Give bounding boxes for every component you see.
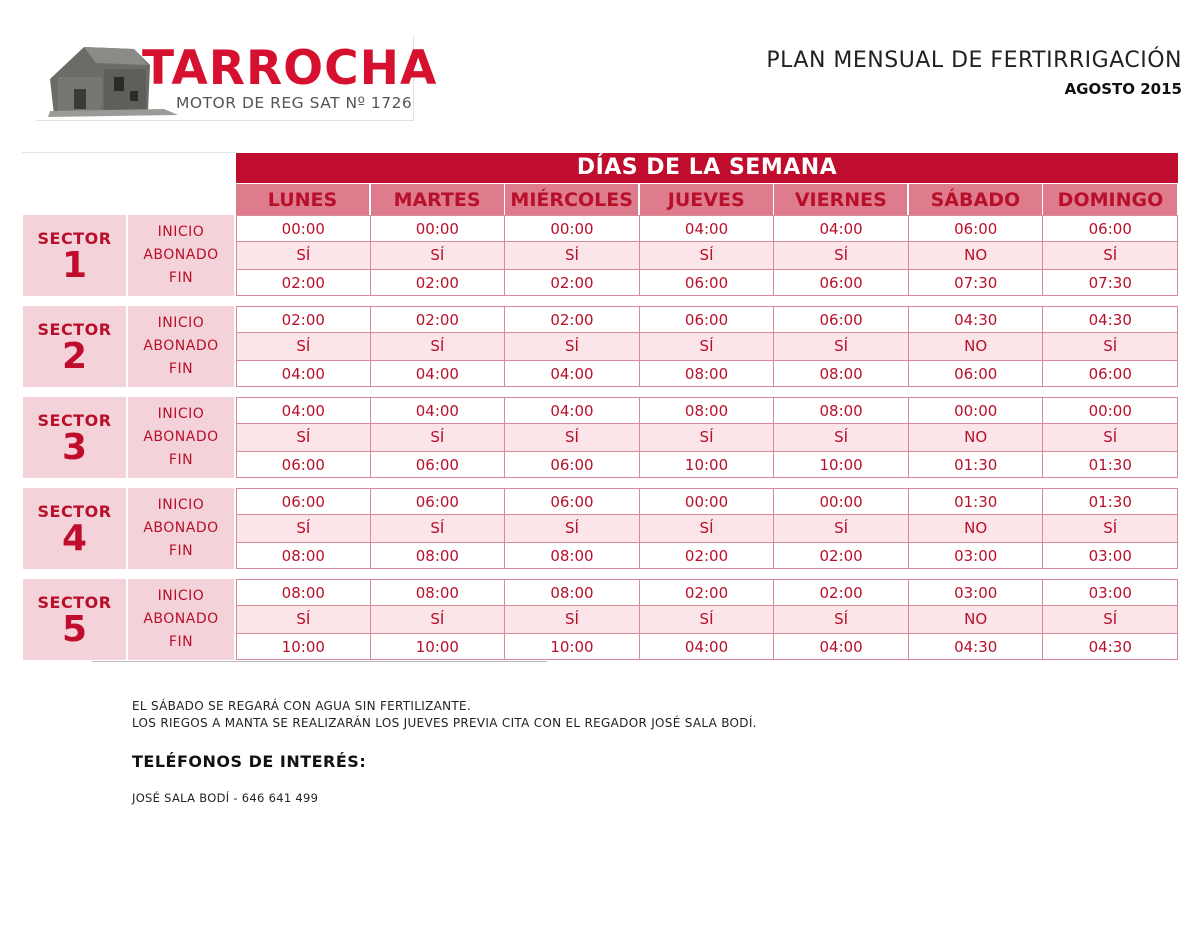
schedule-cell: SÍ [505,424,640,451]
schedule-cell: SÍ [505,515,640,542]
schedule-cell: 02:00 [640,542,775,569]
schedule-cell: NO [909,515,1044,542]
schedule-cell: 00:00 [236,215,371,242]
schedule-cell: 02:00 [505,306,640,333]
schedule-cell: 06:00 [236,488,371,515]
schedule-cell: 04:30 [1043,633,1178,660]
row-label-fin: FIN [168,361,194,377]
schedule-cell: 04:00 [371,397,506,424]
schedule-cell: 06:00 [640,269,775,296]
sector-word: SECTOR [37,411,112,430]
schedule-cell: NO [909,333,1044,360]
day-header-cell: SÁBADO [909,184,1043,215]
schedule-cell: SÍ [774,424,909,451]
schedule-cell: 10:00 [236,633,371,660]
schedule-cell: 06:00 [909,215,1044,242]
row-labels [128,579,234,660]
schedule-cell: 03:00 [1043,579,1178,606]
row-labels [128,488,234,569]
schedule-cell: 06:00 [1043,360,1178,387]
row-label-fin: FIN [168,270,194,286]
schedule-row-abonado [236,242,1178,269]
row-label-abonado: ABONADO [143,338,219,354]
schedule-cell: SÍ [371,606,506,633]
schedule-cell: 10:00 [371,633,506,660]
schedule-cell: 02:00 [236,269,371,296]
sector-group [23,306,1179,387]
sector-group [23,215,1179,296]
schedule-cell: SÍ [371,515,506,542]
row-label-inicio: INICIO [157,497,205,513]
schedule-row-fin [236,542,1178,569]
sector-group [23,397,1179,478]
schedule-cell: SÍ [236,333,371,360]
schedule-cell: SÍ [236,242,371,269]
schedule-cell: 06:00 [236,451,371,478]
schedule-grid [236,397,1178,478]
day-header-cell: MIÉRCOLES [505,184,639,215]
schedule-cell: 06:00 [774,269,909,296]
row-label-fin: FIN [168,634,194,650]
schedule-row-inicio [236,306,1178,333]
schedule-cell: 06:00 [1043,215,1178,242]
schedule-cell: 06:00 [505,488,640,515]
schedule-cell: 03:00 [1043,542,1178,569]
schedule-row-inicio [236,488,1178,515]
schedule-row-inicio [236,397,1178,424]
sector-number: 3 [61,427,88,468]
schedule-cell: 02:00 [774,542,909,569]
schedule-cell: 02:00 [371,306,506,333]
schedule-cell: 04:00 [505,397,640,424]
row-label-inicio: INICIO [157,224,205,240]
document-month: AGOSTO 2015 [1064,80,1182,98]
sector-word: SECTOR [37,593,112,612]
note-line: EL SÁBADO SE REGARÁ CON AGUA SIN FERTILIZANTE. [132,699,472,713]
schedule-cell: SÍ [774,333,909,360]
schedule-cell: SÍ [640,515,775,542]
row-label-fin: FIN [168,543,194,559]
schedule-cell: SÍ [1043,333,1178,360]
schedule-cell: 04:30 [909,306,1044,333]
row-label-abonado: ABONADO [143,611,219,627]
schedule-cell: SÍ [236,515,371,542]
phones-title: TELÉFONOS DE INTERÉS: [132,752,367,771]
row-label-inicio: INICIO [157,315,205,331]
divider [22,152,236,153]
day-header-cell: LUNES [236,184,370,215]
row-label-fin: FIN [168,452,194,468]
row-label-inicio: INICIO [157,406,205,422]
day-header-row [236,184,1178,215]
schedule-cell: 02:00 [236,306,371,333]
schedule-cell: 03:00 [909,542,1044,569]
schedule-cell: 04:00 [505,360,640,387]
schedule-cell: NO [909,242,1044,269]
schedule-grid [236,215,1178,296]
schedule-cell: 10:00 [505,633,640,660]
row-label-inicio: INICIO [157,588,205,604]
sector-word: SECTOR [37,229,112,248]
schedule-cell: 10:00 [774,451,909,478]
schedule-cell: 00:00 [505,215,640,242]
schedule-row-inicio [236,579,1178,606]
schedule-cell: 06:00 [640,306,775,333]
schedule-cell: 10:00 [640,451,775,478]
schedule-cell: 01:30 [909,488,1044,515]
schedule-cell: 08:00 [774,397,909,424]
schedule-cell: 06:00 [505,451,640,478]
schedule-cell: 07:30 [1043,269,1178,296]
schedule-cell: 08:00 [371,542,506,569]
sector-number: 5 [61,609,88,650]
schedule-cell: 04:00 [371,360,506,387]
sector-label [23,579,126,660]
schedule-row-fin [236,360,1178,387]
brand-name: TARROCHA [142,41,438,96]
schedule-cell: SÍ [774,606,909,633]
sector-label [23,215,126,296]
schedule-cell: 00:00 [640,488,775,515]
schedule-cell: 06:00 [371,488,506,515]
schedule-cell: 06:00 [371,451,506,478]
schedule-cell: 02:00 [774,579,909,606]
schedule-cell: 04:00 [774,633,909,660]
schedule-cell: SÍ [640,242,775,269]
schedule-row-fin [236,269,1178,296]
schedule-cell: 07:30 [909,269,1044,296]
schedule-cell: 00:00 [774,488,909,515]
schedule-cell: SÍ [505,606,640,633]
schedule-cell: 01:30 [1043,451,1178,478]
sector-word: SECTOR [37,502,112,521]
schedule-row-inicio [236,215,1178,242]
days-header: DÍAS DE LA SEMANA [236,153,1178,183]
schedule-cell: 01:30 [909,451,1044,478]
schedule-cell: SÍ [371,424,506,451]
schedule-grid [236,579,1178,660]
schedule-cell: 04:00 [236,360,371,387]
day-header-cell: JUEVES [640,184,774,215]
schedule-cell: 04:00 [774,215,909,242]
schedule-cell: NO [909,424,1044,451]
schedule-cell: 04:00 [640,215,775,242]
sector-group [23,488,1179,569]
row-label-abonado: ABONADO [143,247,219,263]
schedule-row-abonado [236,333,1178,360]
row-labels [128,215,234,296]
schedule-cell: SÍ [774,242,909,269]
note-line: LOS RIEGOS A MANTA SE REALIZARÁN LOS JUEVES PREVIA CITA CON EL REGADOR JOSÉ SALA BODÍ. [132,716,757,730]
schedule-cell: 04:00 [640,633,775,660]
divider [92,661,547,662]
schedule-cell: SÍ [640,333,775,360]
schedule-cell: SÍ [640,424,775,451]
schedule-row-abonado [236,515,1178,542]
schedule-cell: 02:00 [371,269,506,296]
schedule-cell: 04:30 [1043,306,1178,333]
schedule-cell: 08:00 [774,360,909,387]
day-header-cell: VIERNES [774,184,908,215]
schedule-cell: 00:00 [909,397,1044,424]
schedule-cell: 03:00 [909,579,1044,606]
schedule-cell: SÍ [371,333,506,360]
row-label-abonado: ABONADO [143,429,219,445]
schedule-cell: 08:00 [505,579,640,606]
schedule-cell: SÍ [1043,424,1178,451]
schedule-cell: SÍ [236,424,371,451]
schedule-cell: 00:00 [1043,397,1178,424]
row-labels [128,306,234,387]
day-header-cell: DOMINGO [1043,184,1177,215]
schedule-cell: 08:00 [371,579,506,606]
schedule-cell: 08:00 [640,397,775,424]
schedule-cell: 06:00 [774,306,909,333]
schedule-grid [236,488,1178,569]
schedule-cell: SÍ [371,242,506,269]
schedule-cell: 06:00 [909,360,1044,387]
schedule-row-abonado [236,424,1178,451]
schedule-row-fin [236,633,1178,660]
sector-number: 1 [61,245,88,286]
schedule-cell: SÍ [640,606,775,633]
schedule-row-abonado [236,606,1178,633]
schedule-cell: SÍ [1043,242,1178,269]
schedule-grid [236,306,1178,387]
schedule-cell: NO [909,606,1044,633]
notes [132,698,757,732]
phone-entry: JOSÉ SALA BODÍ - 646 641 499 [132,791,319,805]
sector-number: 4 [61,518,88,559]
schedule-cell: 08:00 [236,579,371,606]
sector-number: 2 [61,336,88,377]
row-labels [128,397,234,478]
schedule-cell: SÍ [505,242,640,269]
schedule-row-fin [236,451,1178,478]
row-label-abonado: ABONADO [143,520,219,536]
schedule-cell: SÍ [505,333,640,360]
schedule-cell: 02:00 [505,269,640,296]
brand-subtitle: MOTOR DE REG SAT Nº 1726 [176,94,413,112]
sector-label [23,397,126,478]
schedule-cell: 08:00 [236,542,371,569]
logo [36,36,438,121]
schedule-cell: 08:00 [505,542,640,569]
sector-word: SECTOR [37,320,112,339]
sector-label [23,306,126,387]
schedule-cell: SÍ [236,606,371,633]
schedule-cell: 01:30 [1043,488,1178,515]
schedule-cell: 02:00 [640,579,775,606]
day-header-cell: MARTES [371,184,505,215]
schedule-cell: SÍ [1043,515,1178,542]
schedule-cell: 00:00 [371,215,506,242]
schedule-cell: 08:00 [640,360,775,387]
schedule-cell: 04:30 [909,633,1044,660]
schedule-cell: SÍ [1043,606,1178,633]
document-title: PLAN MENSUAL DE FERTIRRIGACIÓN [766,48,1182,73]
sector-label [23,488,126,569]
sector-group [23,579,1179,660]
schedule-cell: 04:00 [236,397,371,424]
schedule-cell: SÍ [774,515,909,542]
